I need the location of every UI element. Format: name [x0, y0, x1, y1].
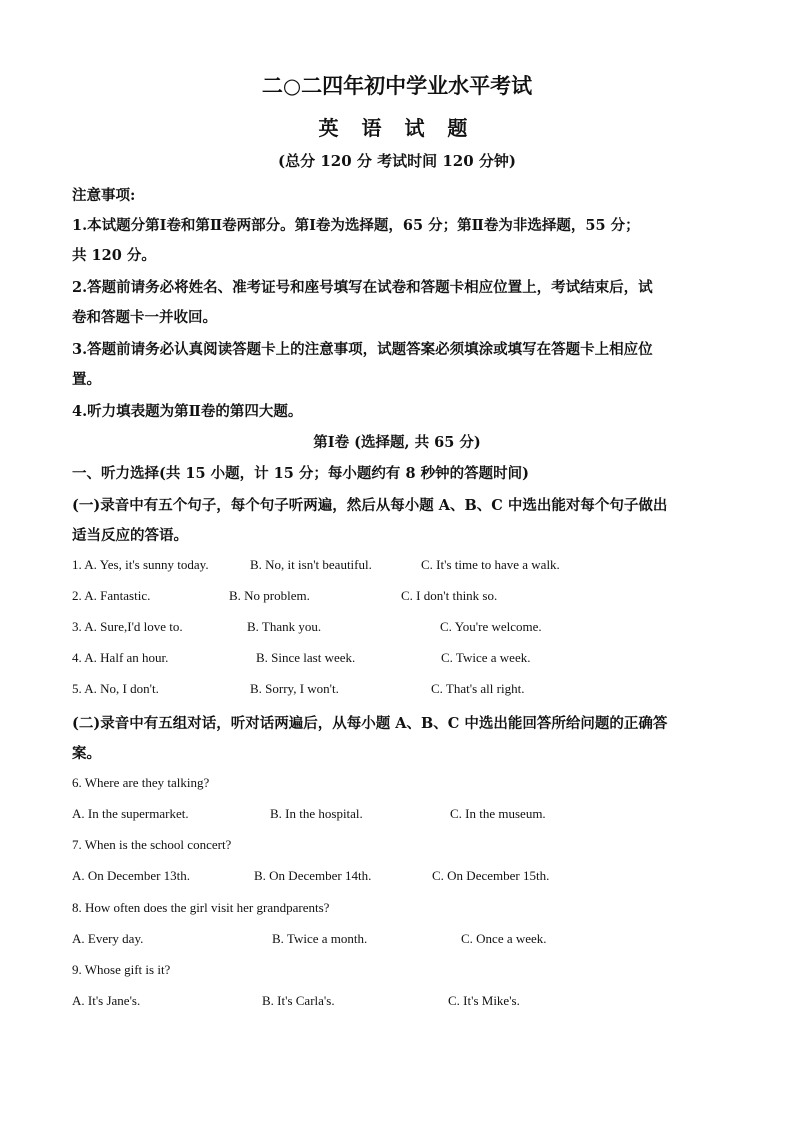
q4-option-c: C. Twice a week. — [441, 650, 531, 665]
notice-item-4: 4.听力填表题为第Ⅱ卷的第四大题。 — [72, 403, 303, 420]
q3-option-c: C. You're welcome. — [440, 619, 542, 634]
q7-option-c: C. On December 15th. — [432, 868, 550, 883]
q5-option-a: 5. A. No, I don't. — [72, 681, 159, 696]
q8-option-c: C. Once a week. — [461, 931, 547, 946]
q3-option-a: 3. A. Sure,I'd love to. — [72, 619, 183, 634]
notice-item-1-line-2: 共 120 分。 — [72, 247, 156, 264]
question-9-stem: 9. Whose gift is it? — [72, 962, 171, 977]
part-1-heading: 一、听力选择(共 15 小题，计 15 分；每小题约有 8 秒钟的答题时间) — [72, 465, 529, 482]
q9-option-b: B. It's Carla's. — [262, 993, 335, 1008]
question-6-stem: 6. Where are they talking? — [72, 775, 210, 790]
q4-option-b: B. Since last week. — [256, 650, 356, 665]
q3-option-b: B. Thank you. — [247, 619, 322, 634]
q2-option-b: B. No problem. — [229, 588, 310, 603]
q7-option-a: A. On December 13th. — [72, 868, 191, 883]
q6-option-b: B. In the hospital. — [270, 806, 363, 821]
notice-heading: 注意事项: — [72, 187, 136, 204]
exam-subtitle: 英 语 试 题 — [318, 116, 476, 140]
q8-option-b: B. Twice a month. — [272, 931, 368, 946]
q6-option-c: C. In the museum. — [450, 806, 546, 821]
notice-item-3-line-1: 3.答题前请务必认真阅读答题卡上的注意事项，试题答案必须填涂或填写在答题卡上相应位 — [72, 341, 653, 358]
q9-option-c: C. It's Mike's. — [448, 993, 520, 1008]
q4-option-a: 4. A. Half an hour. — [72, 650, 169, 665]
section-1-title: 第Ⅰ卷 (选择题, 共 65 分) — [313, 434, 481, 451]
sub-part-1-instructions-line-2: 适当反应的答语。 — [72, 527, 188, 544]
exam-title: 二○二四年初中学业水平考试 — [261, 73, 533, 98]
q1-option-c: C. It's time to have a walk. — [421, 557, 560, 572]
question-7-stem: 7. When is the school concert? — [72, 837, 232, 852]
sub-part-2-instructions-line-2: 案。 — [72, 745, 101, 762]
q9-option-a: A. It's Jane's. — [72, 993, 141, 1008]
sub-part-1-instructions-line-1: (一)录音中有五个句子，每个句子听两遍，然后从每小题 A、B、C 中选出能对每个句子做出 — [72, 497, 668, 514]
question-8-stem: 8. How often does the girl visit her grandparents? — [72, 900, 330, 915]
q5-option-b: B. Sorry, I won't. — [250, 681, 339, 696]
q8-option-a: A. Every day. — [72, 931, 144, 946]
q2-option-c: C. I don't think so. — [401, 588, 498, 603]
notice-item-1-line-1: 1.本试题分第Ⅰ卷和第Ⅱ卷两部分。第Ⅰ卷为选择题，65 分；第Ⅱ卷为非选择题，55 分； — [72, 217, 640, 234]
q2-option-a: 2. A. Fantastic. — [72, 588, 151, 603]
exam-time-info: (总分 120 分 考试时间 120 分钟) — [278, 152, 516, 170]
q1-option-b: B. No, it isn't beautiful. — [250, 557, 372, 572]
q7-option-b: B. On December 14th. — [254, 868, 372, 883]
notice-item-2-line-2: 卷和答题卡一并收回。 — [72, 309, 217, 326]
notice-item-3-line-2: 置。 — [72, 371, 101, 388]
q1-option-a: 1. A. Yes, it's sunny today. — [72, 557, 209, 572]
q5-option-c: C. That's all right. — [431, 681, 525, 696]
sub-part-2-instructions-line-1: (二)录音中有五组对话，听对话两遍后，从每小题 A、B、C 中选出能回答所给问题的正确答 — [72, 715, 668, 732]
notice-item-2-line-1: 2.答题前请务必将姓名、准考证号和座号填写在试卷和答题卡相应位置上，考试结束后，试 — [72, 279, 653, 296]
q6-option-a: A. In the supermarket. — [72, 806, 189, 821]
